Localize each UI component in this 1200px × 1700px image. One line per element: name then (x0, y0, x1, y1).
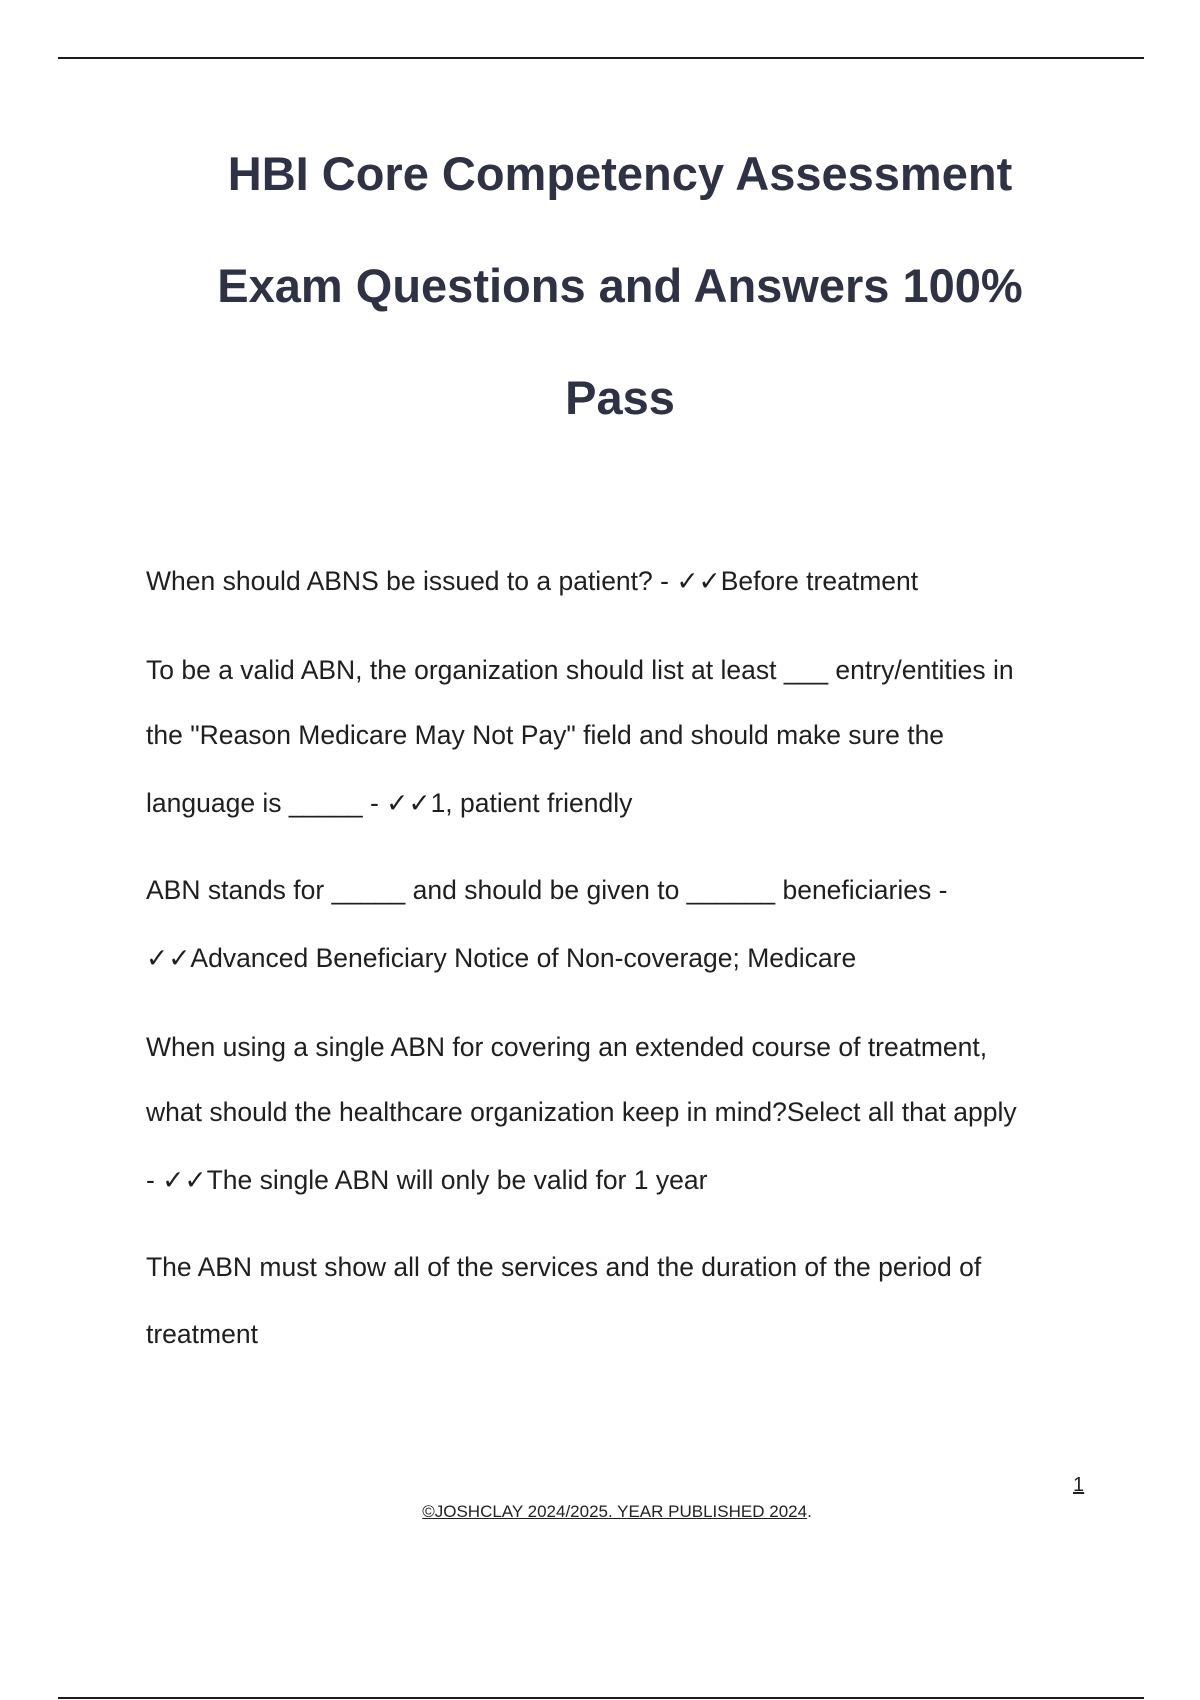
page-number: 1 (1073, 1474, 1085, 1496)
content-line: When using a single ABN for covering an extended course of treatment, (146, 1032, 988, 1062)
content-line: treatment (146, 1319, 258, 1349)
title-line-3: Pass (565, 371, 675, 424)
content-line: When should ABNS be issued to a patient? - ✓✓Before treatment (146, 566, 919, 596)
footer (0, 1502, 1200, 1522)
bottom-rule (58, 1697, 1144, 1699)
footer-copyright: ©JOSHCLAY 2024/2025. YEAR PUBLISHED 2024 (422, 1502, 808, 1521)
content-line: The ABN must show all of the services and the duration of the period of (146, 1252, 982, 1282)
title-line-1: HBI Core Competency Assessment (227, 147, 1013, 200)
title-line-2: Exam Questions and Answers 100% (217, 259, 1023, 312)
content-line: - ✓✓The single ABN will only be valid for 1 year (146, 1165, 708, 1195)
content-line: language is _____ - ✓✓1, patient friendly (146, 788, 633, 818)
content-line: the "Reason Medicare May Not Pay" field and should make sure the (146, 720, 945, 750)
content-line: ABN stands for _____ and should be given to ______ beneficiaries - (146, 875, 948, 905)
content-line: ✓✓Advanced Beneficiary Notice of Non-coverage; Medicare (146, 943, 857, 973)
footer-period: . (807, 1502, 812, 1521)
content-line: what should the healthcare organization keep in mind?Select all that apply (146, 1097, 1017, 1127)
content-line: To be a valid ABN, the organization should list at least ___ entry/entities in (146, 655, 1014, 685)
document-title (100, 118, 1140, 454)
top-rule (58, 57, 1144, 59)
